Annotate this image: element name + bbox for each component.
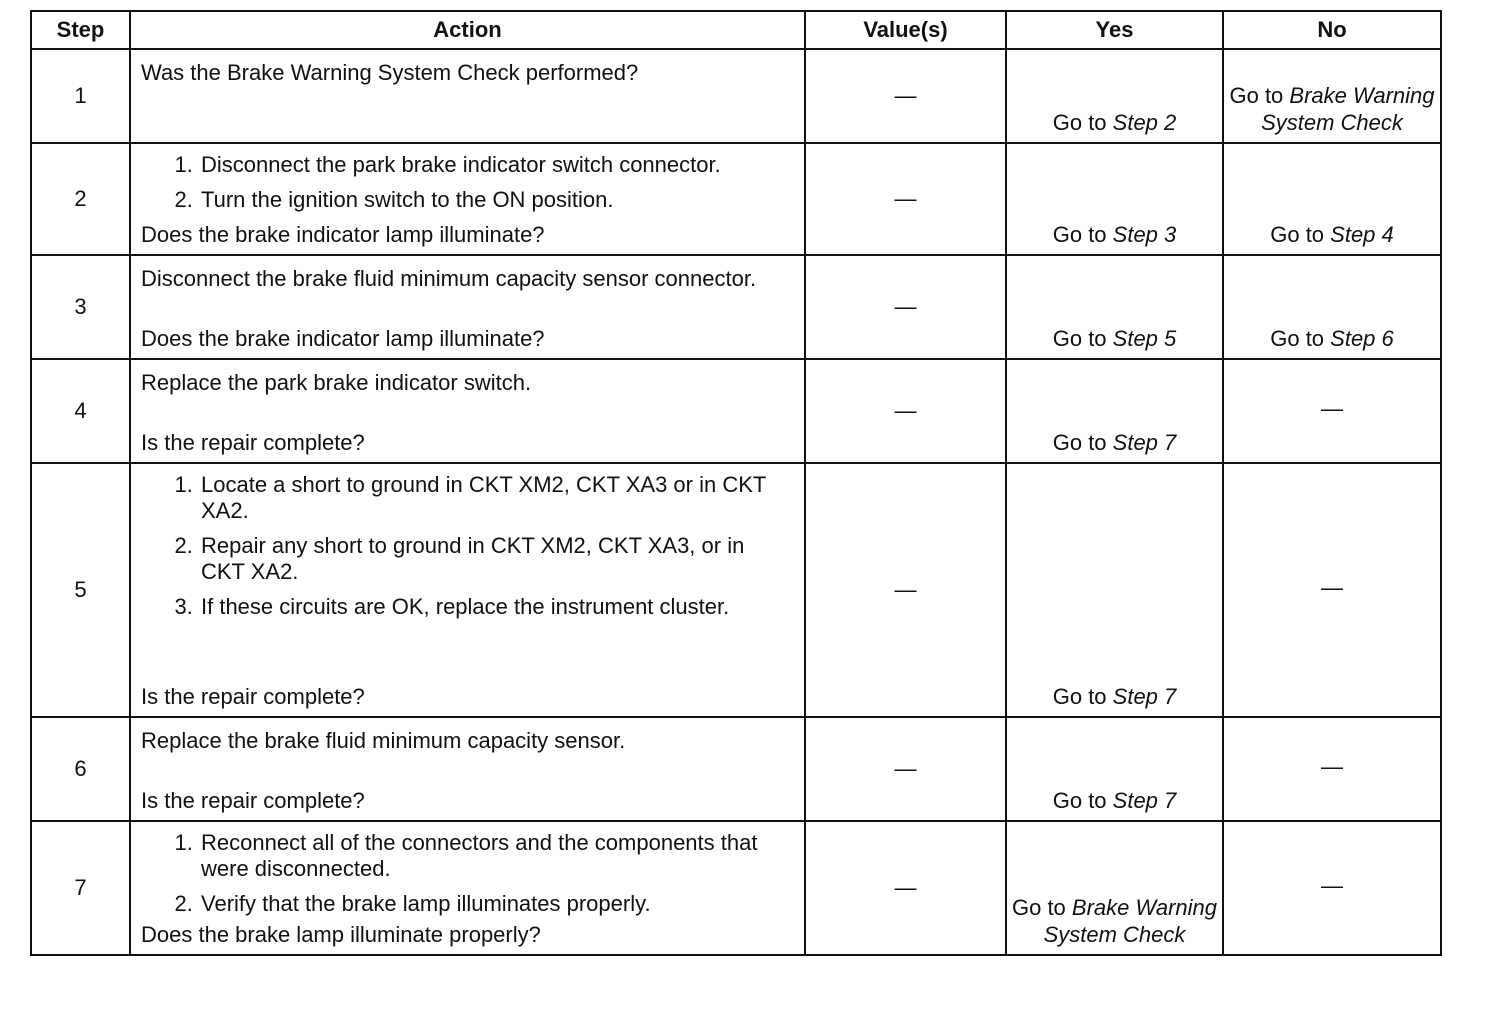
yes-goto-link[interactable]: Step 7 xyxy=(1112,788,1177,813)
yes-goto-link[interactable]: Brake Warning System Check xyxy=(1043,895,1218,947)
yes-goto-prefix: Go to xyxy=(1052,684,1113,709)
yes-goto-link[interactable]: Step 5 xyxy=(1112,326,1177,351)
yes-goto-prefix: Go to xyxy=(1052,788,1113,813)
no-dash: — xyxy=(1321,574,1343,600)
table-row xyxy=(31,143,1441,255)
no-dash: — xyxy=(1321,395,1343,421)
action-cell xyxy=(130,143,805,255)
action-list xyxy=(141,830,794,917)
value-cell: — xyxy=(805,717,1006,821)
header-yes: Yes xyxy=(1006,11,1223,49)
no-cell xyxy=(1223,359,1441,463)
header-step: Step xyxy=(31,11,130,49)
action-question: Is the repair complete? xyxy=(141,788,365,813)
action-cell xyxy=(130,463,805,717)
action-list xyxy=(141,472,794,620)
table-row xyxy=(31,463,1441,717)
action-question: Does the brake lamp illuminate properly? xyxy=(141,922,541,947)
yes-cell xyxy=(1006,821,1223,955)
value-cell: — xyxy=(805,463,1006,717)
table-row xyxy=(31,821,1441,955)
no-cell xyxy=(1223,49,1441,143)
yes-goto-prefix: Go to xyxy=(1052,326,1113,351)
no-cell xyxy=(1223,255,1441,359)
step-number: 7 xyxy=(31,821,130,955)
action-question: Does the brake indicator lamp illuminate? xyxy=(141,326,545,351)
table-row xyxy=(31,255,1441,359)
header-action: Action xyxy=(130,11,805,49)
value-cell: — xyxy=(805,143,1006,255)
action-list-item: 2. Turn the ignition switch to the ON position. xyxy=(199,187,794,213)
action-instruction: Replace the brake fluid minimum capacity sensor. xyxy=(141,728,626,753)
yes-goto-link[interactable]: Step 7 xyxy=(1112,430,1177,455)
no-cell xyxy=(1223,821,1441,955)
value-cell: — xyxy=(805,49,1006,143)
action-cell xyxy=(130,255,805,359)
yes-cell xyxy=(1006,255,1223,359)
no-goto-prefix: Go to xyxy=(1270,326,1331,351)
yes-goto-link[interactable]: Step 2 xyxy=(1112,110,1177,135)
step-number: 3 xyxy=(31,255,130,359)
header-values: Value(s) xyxy=(805,11,1006,49)
action-cell xyxy=(130,49,805,143)
action-cell xyxy=(130,359,805,463)
action-question: Is the repair complete? xyxy=(141,430,365,455)
action-cell xyxy=(130,821,805,955)
yes-goto-prefix: Go to xyxy=(1011,895,1072,920)
yes-goto-link[interactable]: Step 7 xyxy=(1112,684,1177,709)
action-list-item: 3. If these circuits are OK, replace the instrument cluster. xyxy=(199,594,794,620)
action-question: Does the brake indicator lamp illuminate? xyxy=(141,222,545,247)
no-goto-prefix: Go to xyxy=(1229,83,1290,108)
no-goto-link[interactable]: Brake Warning System Check xyxy=(1261,83,1435,135)
yes-cell xyxy=(1006,49,1223,143)
action-instruction: Replace the park brake indicator switch. xyxy=(141,370,532,395)
step-number: 1 xyxy=(31,49,130,143)
yes-cell xyxy=(1006,717,1223,821)
no-dash: — xyxy=(1321,872,1343,898)
no-cell xyxy=(1223,717,1441,821)
no-goto-link[interactable]: Step 6 xyxy=(1330,326,1394,351)
action-list-item: 2. Verify that the brake lamp illuminates properly. xyxy=(199,891,794,917)
no-cell xyxy=(1223,143,1441,255)
action-cell xyxy=(130,717,805,821)
yes-cell xyxy=(1006,359,1223,463)
no-goto-link[interactable]: Step 4 xyxy=(1330,222,1394,247)
diagnostic-table xyxy=(30,10,1442,956)
value-cell: — xyxy=(805,821,1006,955)
action-instruction: Was the Brake Warning System Check performed? xyxy=(141,60,639,85)
step-number: 4 xyxy=(31,359,130,463)
yes-goto-prefix: Go to xyxy=(1052,430,1113,455)
action-list-item: 2. Repair any short to ground in CKT XM2, CKT XA3, or in CKT XA2. xyxy=(199,533,794,585)
step-number: 6 xyxy=(31,717,130,821)
table-row xyxy=(31,49,1441,143)
table-row xyxy=(31,717,1441,821)
yes-goto-prefix: Go to xyxy=(1052,110,1113,135)
action-list-item: 1. Reconnect all of the connectors and the components that were disconnected. xyxy=(199,830,794,882)
value-cell: — xyxy=(805,255,1006,359)
no-cell xyxy=(1223,463,1441,717)
action-list-item: 1. Disconnect the park brake indicator switch connector. xyxy=(199,152,794,178)
header-no: No xyxy=(1223,11,1441,49)
step-number: 5 xyxy=(31,463,130,717)
yes-goto-link[interactable]: Step 3 xyxy=(1112,222,1177,247)
action-instruction: Disconnect the brake fluid minimum capacity sensor connector. xyxy=(141,266,757,291)
header-row xyxy=(31,11,1441,49)
step-number: 2 xyxy=(31,143,130,255)
no-dash: — xyxy=(1321,753,1343,779)
value-cell: — xyxy=(805,359,1006,463)
no-goto-prefix: Go to xyxy=(1270,222,1331,247)
action-list-item: 1. Locate a short to ground in CKT XM2, CKT XA3 or in CKT XA2. xyxy=(199,472,794,524)
table-row xyxy=(31,359,1441,463)
yes-cell xyxy=(1006,463,1223,717)
action-question: Is the repair complete? xyxy=(141,684,365,709)
yes-goto-prefix: Go to xyxy=(1052,222,1113,247)
yes-cell xyxy=(1006,143,1223,255)
action-list xyxy=(141,152,794,213)
